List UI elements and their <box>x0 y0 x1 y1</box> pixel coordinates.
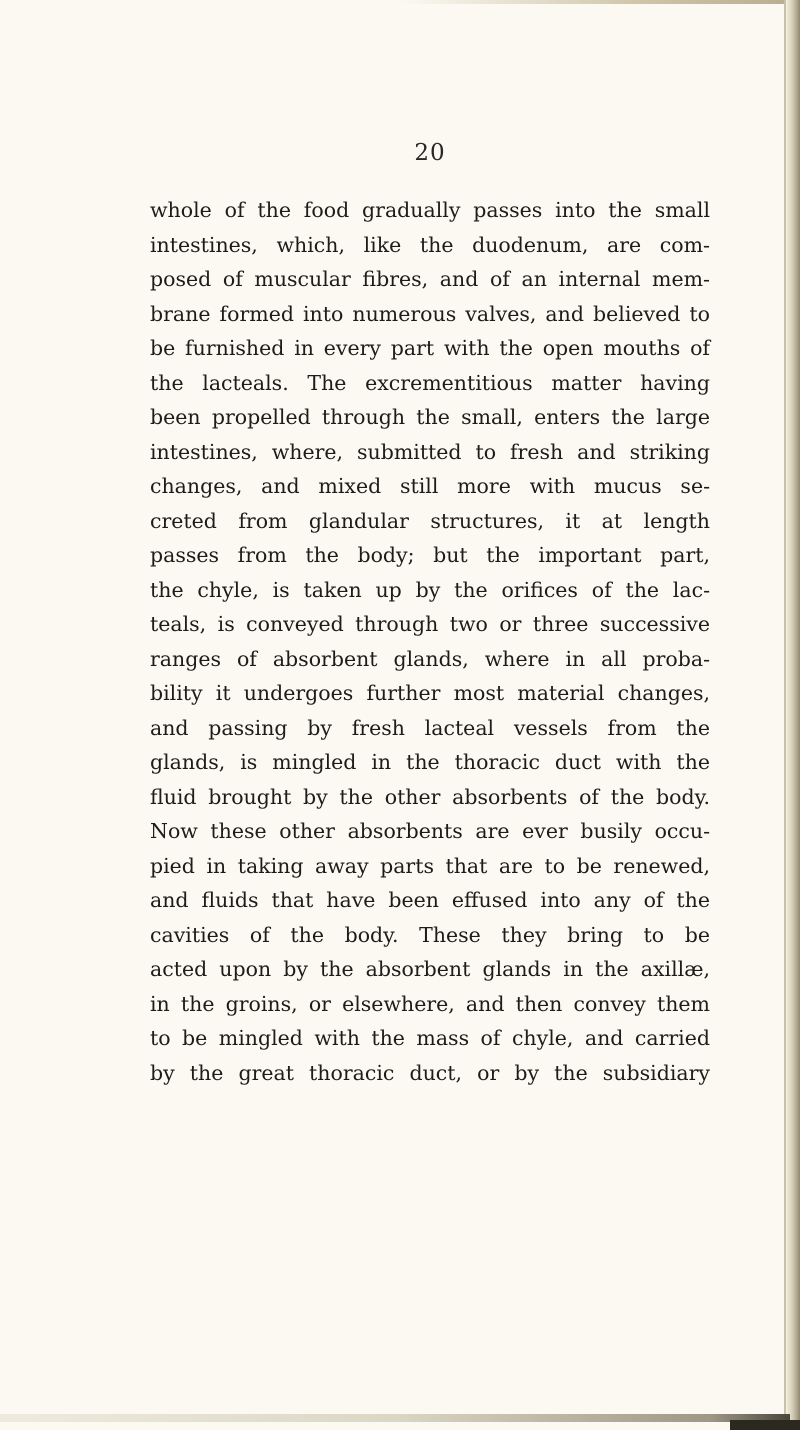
text-line: brane formed into numerous valves, and believed to <box>150 301 710 326</box>
text-line: teals, is conveyed through two or three successive <box>150 612 710 636</box>
text-line: intestines, where, submitted to fresh and striking <box>150 439 710 464</box>
text-line: posed of muscular fibres, and of an internal mem- <box>150 267 710 291</box>
text-line: acted upon by the absorbent glands in the axillæ, <box>150 957 710 981</box>
text-line: in the groins, or elsewhere, and then convey them <box>150 991 710 1016</box>
text-line: bility it undergoes further most material changes, <box>150 681 710 705</box>
bottom-edge-shadow <box>0 1414 790 1422</box>
body-text <box>150 193 710 1090</box>
text-line: glands, is mingled in the thoracic duct with the <box>150 750 710 774</box>
page-number: 20 <box>414 140 446 166</box>
text-line: passes from the body; but the important part, <box>150 543 710 567</box>
text-line: the chyle, is taken up by the orifices of the lac- <box>150 577 710 602</box>
text-line: fluid brought by the other absorbents of the body. <box>150 784 710 809</box>
text-line: ranges of absorbent glands, where in all proba- <box>150 646 710 671</box>
bottom-corner-shadow <box>730 1420 800 1430</box>
text-line: pied in taking away parts that are to be renewed, <box>150 853 710 878</box>
top-edge-shadow <box>400 0 790 4</box>
text-line: creted from glandular structures, it at length <box>150 508 710 533</box>
text-line: to be mingled with the mass of chyle, and carried <box>150 1026 710 1050</box>
text-line: and passing by fresh lacteal vessels from the <box>150 715 710 740</box>
text-line: whole of the food gradually passes into the small <box>150 198 710 222</box>
text-line: by the great thoracic duct, or by the subsidiary <box>150 1060 710 1085</box>
text-line: cavities of the body. These they bring to be <box>150 922 710 947</box>
text-line: and fluids that have been effused into any of the <box>150 888 710 912</box>
text-line: Now these other absorbents are ever busily occu- <box>150 819 710 843</box>
text-line: changes, and mixed still more with mucus se- <box>150 474 710 498</box>
text-line: intestines, which, like the duodenum, are com- <box>150 232 710 257</box>
text-line: be furnished in every part with the open mouths of <box>150 336 710 360</box>
text-line: been propelled through the small, enters the large <box>150 405 710 429</box>
binding-edge <box>786 0 800 1430</box>
text-line: the lacteals. The excrementitious matter having <box>150 370 710 395</box>
